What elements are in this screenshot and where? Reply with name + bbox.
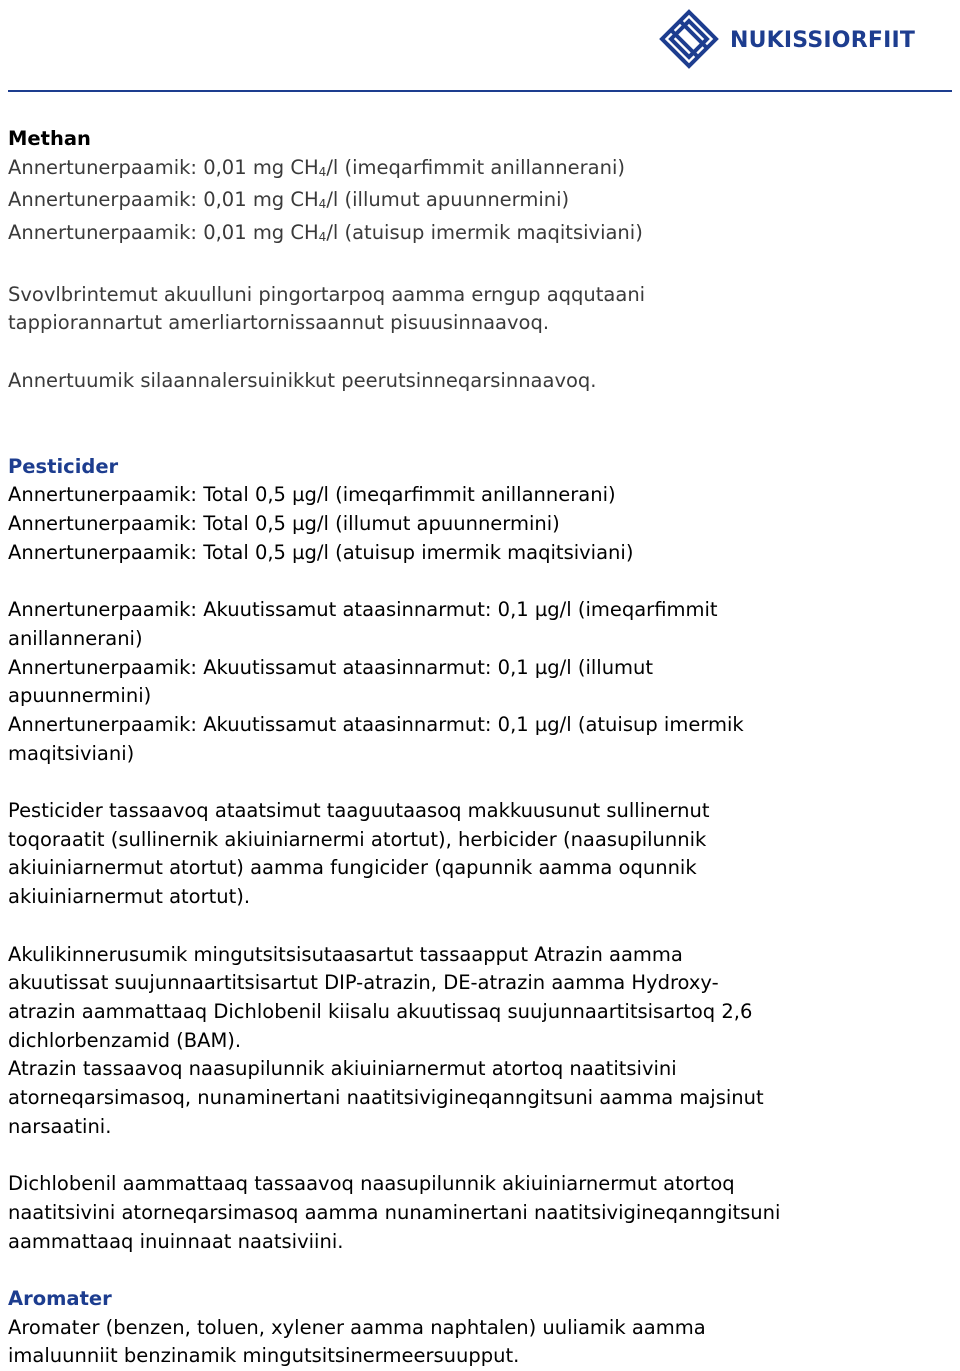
- pesticide-paragraph-line: Dichlobenil aammattaaq tassaavoq naasupilunnik akiuiniarnermut atortoq: [8, 1172, 735, 1196]
- pesticide-paragraph-line: akiuiniarnermut atortut).: [8, 885, 251, 909]
- pesticide-individual-limit-line: apuunnermini): [8, 684, 152, 708]
- pesticide-paragraph-line: akuutissat suujunnaartitsisartut DIP-atrazin, DE-atrazin aamma Hydroxy-: [8, 971, 719, 995]
- pesticide-paragraph-line: Akulikinnerusumik mingutsitsisutaasartut tassaapput Atrazin aamma: [8, 942, 683, 966]
- logo-text: NUKISSIORFIIT: [730, 28, 916, 53]
- pesticide-individual-limit-line: Annertunerpaamik: Akuutissamut ataasinnarmut: 0,1 µg/l (illumut: [8, 655, 654, 679]
- section-heading-aromater: Aromater: [8, 1286, 112, 1310]
- header-divider: [8, 90, 952, 92]
- pesticide-paragraph-line: narsaatini.: [8, 1114, 112, 1138]
- methan-limit: Annertunerpaamik: 0,01 mg CH4/l (atuisup imermik maqitsiviani): [8, 221, 643, 245]
- pesticide-paragraph-line: dichlorbenzamid (BAM).: [8, 1028, 242, 1052]
- section-heading-methan: Methan: [8, 127, 91, 150]
- methan-limit: Annertunerpaamik: 0,01 mg CH4/l (illumut apuunnermini): [8, 188, 570, 212]
- document-body: [8, 125, 948, 1371]
- methan-note-line: Svovlbrintemut akuulluni pingortarpoq aamma erngup aqqutaani: [8, 282, 646, 306]
- nukissiorfiit-logo[interactable]: [658, 8, 928, 70]
- pesticide-paragraph-line: akiuiniarnermut atortut) aamma fungicider (qapunnik aamma oqunnik: [8, 856, 697, 880]
- methan-note-line: tappiorannartut amerliartornissaannut pisuusinnaavoq.: [8, 311, 550, 335]
- pesticide-paragraph-line: Atrazin tassaavoq naasupilunnik akiuiniarnermut atortoq naatitsivini: [8, 1057, 677, 1081]
- pesticide-individual-limit-line: Annertunerpaamik: Akuutissamut ataasinnarmut: 0,1 µg/l (imeqarfimmit: [8, 598, 718, 622]
- section-heading-pesticider: Pesticider: [8, 454, 119, 478]
- pesticide-paragraph-line: naatitsivini atorneqarsimasoq aamma nunaminertani naatitsivigineqanngitsuni: [8, 1200, 781, 1224]
- page-header: [0, 0, 960, 96]
- aromater-paragraph-line: Aromater (benzen, toluen, xylener aamma naphtalen) uuliamik aamma: [8, 1315, 706, 1339]
- pesticide-individual-limit-line: anillannerani): [8, 626, 143, 650]
- logo-mark-icon: [658, 8, 720, 70]
- pesticide-individual-limit-line: maqitsiviani): [8, 741, 135, 765]
- pesticide-paragraph-line: atrazin aammattaaq Dichlobenil kiisalu akuutissaq suujunnaartitsisartoq 2,6: [8, 999, 753, 1023]
- pesticide-individual-limit-line: Annertunerpaamik: Akuutissamut ataasinnarmut: 0,1 µg/l (atuisup imermik: [8, 712, 744, 736]
- pesticide-paragraph-line: toqoraatit (sullinernik akiuiniarnermi atortut), herbicider (naasupilunnik: [8, 827, 707, 851]
- methan-limit: Annertunerpaamik: 0,01 mg CH4/l (imeqarfimmit anillannerani): [8, 155, 625, 179]
- methan-note-line: Annertuumik silaannalersuinikkut peerutsinneqarsinnaavoq.: [8, 368, 597, 392]
- pesticide-paragraph-line: Pesticider tassaavoq ataatsimut taaguutaasoq makkuusunut sullinernut: [8, 799, 710, 823]
- pesticide-paragraph-line: aammattaaq inuinnaat naatsiviini.: [8, 1229, 344, 1253]
- pesticide-paragraph-line: atorneqarsimasoq, nunaminertani naatitsivigineqanngitsuni aamma majsinut: [8, 1086, 764, 1110]
- pesticide-total-limit: Annertunerpaamik: Total 0,5 µg/l (illumut apuunnermini): [8, 512, 560, 536]
- pesticide-total-limit: Annertunerpaamik: Total 0,5 µg/l (imeqarfimmit anillannerani): [8, 483, 616, 507]
- aromater-paragraph-line: imaluunniit benzinamik mingutsitsinermeersuupput.: [8, 1344, 520, 1368]
- pesticide-total-limit: Annertunerpaamik: Total 0,5 µg/l (atuisup imermik maqitsiviani): [8, 540, 634, 564]
